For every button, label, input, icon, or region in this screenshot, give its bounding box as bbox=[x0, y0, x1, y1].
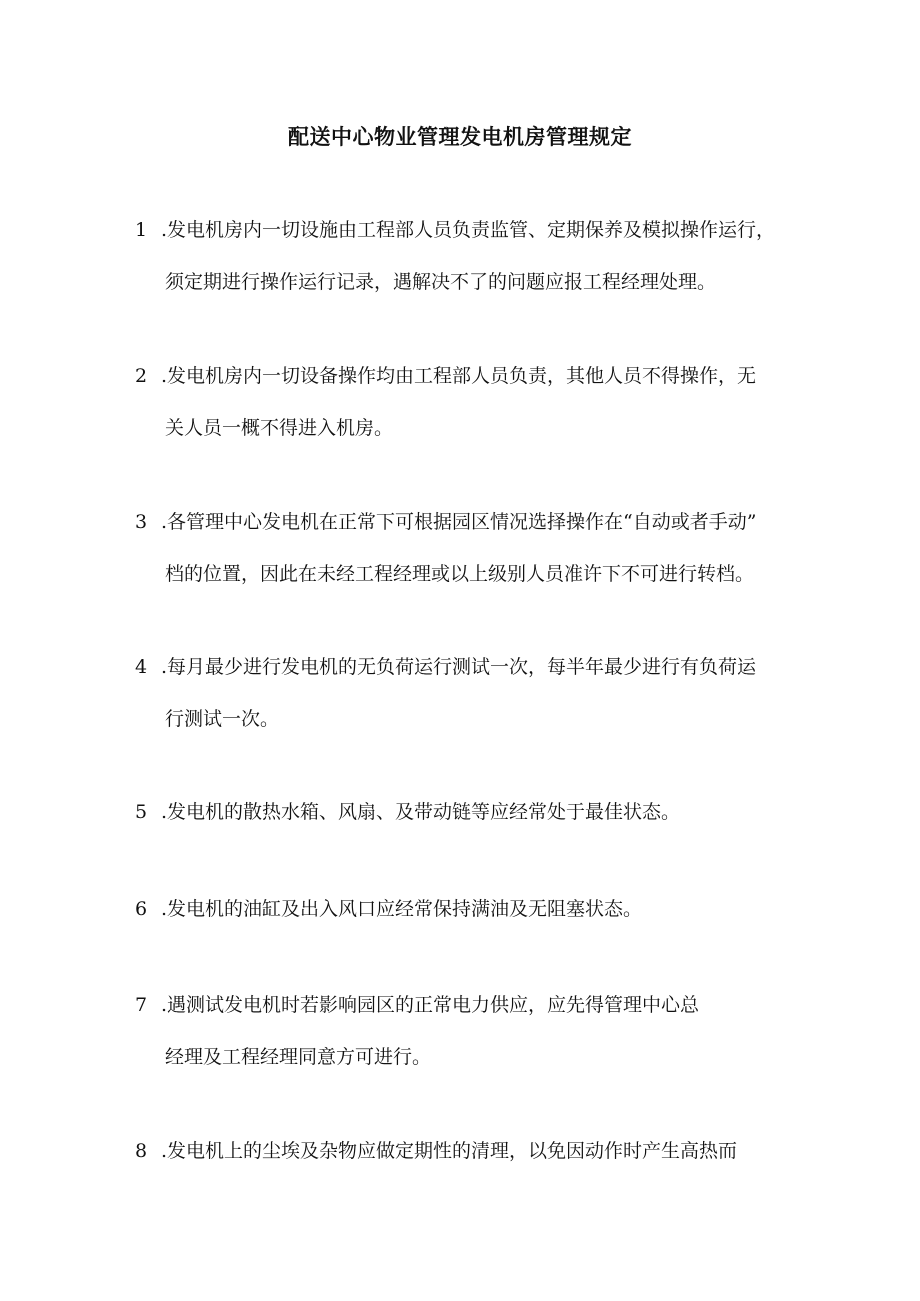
rule-text: .发电机上的尘埃及杂物应做定期性的清理，以免因动作时产生高热而 bbox=[161, 1140, 738, 1162]
rule-item-8 bbox=[135, 1136, 815, 1166]
rule-text-continued: 行测试一次。 bbox=[165, 708, 280, 730]
rule-number: 6 bbox=[135, 898, 148, 920]
rule-number: 5 bbox=[135, 801, 148, 823]
rule-item-1 bbox=[135, 215, 815, 297]
rule-text-continued: 经理及工程经理同意方可进行。 bbox=[165, 1046, 432, 1068]
rule-text-continued: 关人员一概不得进入机房。 bbox=[165, 417, 394, 439]
rule-number: 4 bbox=[135, 656, 148, 678]
rule-line bbox=[135, 652, 815, 682]
rule-number: 1 bbox=[135, 219, 148, 241]
rule-line bbox=[135, 361, 815, 391]
rule-line bbox=[135, 894, 815, 924]
rule-item-7 bbox=[135, 990, 815, 1072]
rule-text: .发电机的油缸及出入风口应经常保持满油及无阻塞状态。 bbox=[161, 898, 643, 920]
rule-item-5 bbox=[135, 797, 815, 827]
rule-line bbox=[135, 215, 815, 245]
rule-text: .每月最少进行发电机的无负荷运行测试一次，每半年最少进行有负荷运 bbox=[161, 656, 757, 678]
rule-item-6 bbox=[135, 894, 815, 924]
rule-number: 2 bbox=[135, 365, 148, 387]
rule-number: 8 bbox=[135, 1140, 148, 1162]
rule-item-4 bbox=[135, 652, 815, 734]
rule-text: .发电机房内一切设施由工程部人员负责监管、定期保养及模拟操作运行， bbox=[161, 219, 776, 241]
rule-text: .各管理中心发电机在正常下可根据园区情况选择操作在“自动或者手动” bbox=[161, 511, 757, 533]
rule-line bbox=[135, 1136, 815, 1166]
rule-item-3 bbox=[135, 507, 815, 589]
document-title: 配送中心物业管理发电机房管理规定 bbox=[288, 124, 632, 149]
rule-number: 3 bbox=[135, 511, 148, 533]
rule-text: .发电机房内一切设备操作均由工程部人员负责，其他人员不得操作，无 bbox=[161, 365, 757, 387]
rule-text-continued: 须定期进行操作运行记录，遇解决不了的问题应报工程经理处理。 bbox=[165, 271, 717, 293]
rule-text: .发电机的散热水箱、风扇、及带动链等应经常处于最佳状态。 bbox=[161, 801, 681, 823]
rule-line bbox=[135, 797, 815, 827]
rule-item-2 bbox=[135, 361, 815, 443]
rule-number: 7 bbox=[135, 994, 148, 1016]
rule-line bbox=[135, 507, 815, 537]
rule-text-continued: 档的位置，因此在未经工程经理或以上级别人员准许下不可进行转档。 bbox=[165, 563, 755, 585]
rule-text: .遇测试发电机时若影响园区的正常电力供应，应先得管理中心总 bbox=[161, 994, 700, 1016]
rule-line bbox=[135, 990, 815, 1020]
